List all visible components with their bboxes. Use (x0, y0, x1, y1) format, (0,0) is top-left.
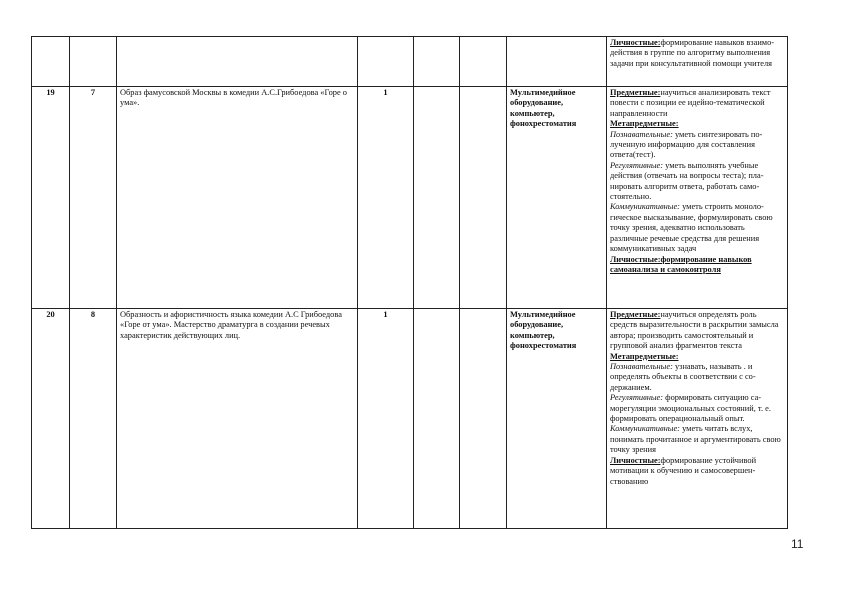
cell-hours: 1 (358, 309, 414, 529)
cell-equipment: Мультимедийное оборудование, компьютер, фонохрестоматия (507, 87, 607, 309)
cognitive-text: уметь синтезировать по-лученную информацию для составления ответа(тест). (610, 129, 763, 160)
regulative-label: Регулятивные: (610, 393, 664, 403)
cell-lesson (70, 37, 117, 87)
table-row (32, 87, 788, 309)
personal-text: формирование устойчивой мотивации к обучению и самосовершен-ствованию (610, 455, 757, 486)
personal-text: формирование навыков самоанализа и самоконтроля (610, 254, 752, 274)
regulative-label: Регулятивные: (610, 160, 664, 170)
page-number: 11 (791, 537, 804, 551)
cell-empty (460, 37, 507, 87)
communicative-text: уметь строить моноло-гическое высказывание, формулировать свою точку зрения, адекватно использовать различные речевые средства для решения коммуникативных задач (610, 202, 773, 254)
cell-empty (460, 309, 507, 529)
subject-label: Предметные: (610, 310, 661, 319)
personal-label: Личностные: (610, 254, 661, 264)
cell-empty (414, 37, 460, 87)
table-row (32, 37, 788, 87)
personal-text: формирование навыков взаимо-действия в группе по алгоритму выполнения задачи при консультативной помощи учителя (610, 38, 775, 68)
regulative-text: формировать ситуацию са-морегуляции эмоциональных состояний, т. е. формировать операциональный опыт. (610, 393, 771, 424)
cell-equipment: Мультимедийное оборудование, компьютер, фонохрестоматия (507, 309, 607, 529)
subject-text: научиться анализировать текст повести с позиции ее идейно-тематической направленности (610, 88, 771, 118)
meta-label: Метапредметные: (610, 351, 679, 361)
subject-text: научиться определять роль средств выразительности в раскрытии замысла автора; производить самостоятельный и групповой анализ фрагментов текста (610, 310, 779, 351)
cognitive-text: узнавать, называть . и определять объекты в соответствии с со-держанием. (610, 362, 756, 392)
personal-label: Личностные: (610, 38, 661, 47)
meta-label: Метапредметные: (610, 119, 679, 129)
cell-topic: Образ фамусовской Москвы в комедии А.С.Грибоедова «Горе о ума». (117, 87, 358, 309)
regulative-text: уметь выполнять учебные действия (отвечать на вопросы теста); пла-нировать алгоритм ответа, работать само-стоятельно. (610, 160, 764, 202)
subject-label: Предметные: (610, 88, 661, 97)
cognitive-label: Познавательные: (610, 362, 673, 372)
cell-lesson: 7 (70, 87, 117, 309)
personal-label: Личностные: (610, 455, 661, 465)
cell-empty (414, 309, 460, 529)
lesson-plan-table (31, 36, 788, 529)
cell-hours: 1 (358, 87, 414, 309)
cell-results (607, 309, 788, 529)
cell-empty (460, 87, 507, 309)
cell-results (607, 37, 788, 87)
cell-num: 20 (32, 309, 70, 529)
communicative-label: Коммуникативные: (610, 202, 680, 212)
cognitive-label: Познавательные: (610, 129, 673, 139)
cell-topic (117, 37, 358, 87)
cell-hours (358, 37, 414, 87)
cell-results (607, 87, 788, 309)
cell-lesson: 8 (70, 309, 117, 529)
cell-topic: Образность и афористичность языка комедии А.С Грибоедова «Горе от ума». Мастерство драматурга в создании речевых характеристик действующих лиц. (117, 309, 358, 529)
cell-empty (414, 87, 460, 309)
communicative-label: Коммуникативные: (610, 424, 680, 434)
cell-equipment (507, 37, 607, 87)
communicative-text: уметь читать вслух, понимать прочитанное и аргументировать свою точку зрения (610, 424, 781, 455)
cell-num: 19 (32, 87, 70, 309)
cell-num (32, 37, 70, 87)
table-row (32, 309, 788, 529)
